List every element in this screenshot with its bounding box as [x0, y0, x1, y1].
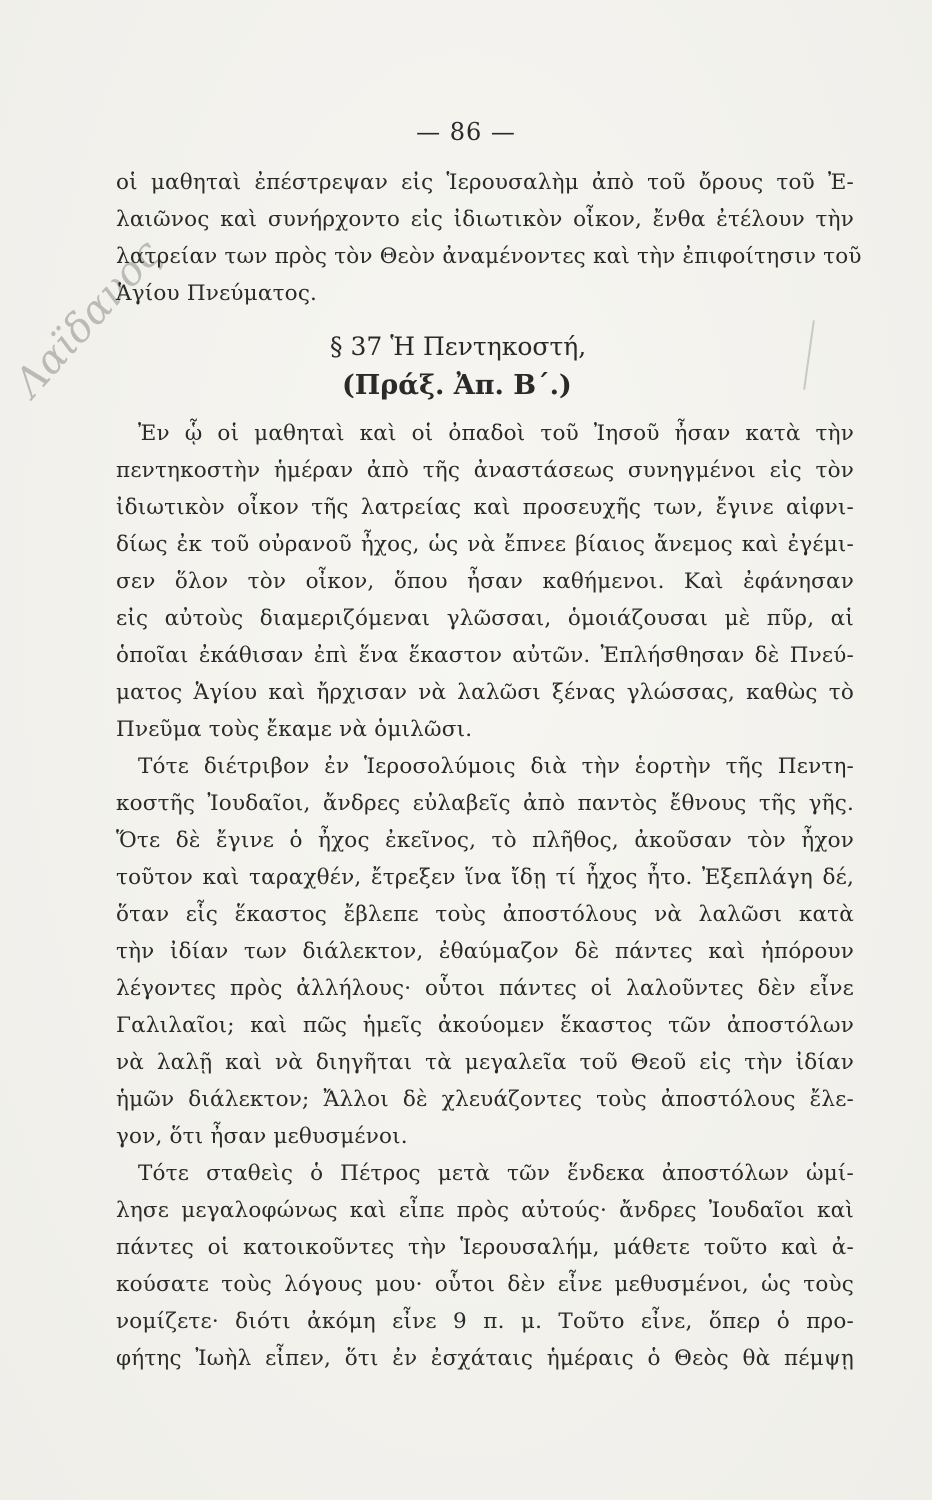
text-line: Ἐν ᾧ οἱ μαθηταὶ καὶ οἱ ὀπαδοὶ τοῦ Ἰησοῦ ἦσαν κατὰ τὴν	[138, 421, 854, 446]
text-line: ὁποῖαι ἐκάθισαν ἐπὶ ἕνα ἕκαστον αὐτῶν. Ἐπλήσθησαν δὲ Πνεύ-	[116, 643, 854, 668]
text-line: ἰδιωτικὸν οἶκον τῆς λατρείας καὶ προσευχῆς των, ἔγινε αἰφνι-	[116, 495, 854, 520]
text-line: λησε μεγαλοφώνως καὶ εἶπε πρὸς αὐτούς· ἄνδρες Ἰουδαῖοι καὶ	[116, 1198, 854, 1223]
text-line: εἰς αὐτοὺς διαμεριζόμεναι γλῶσσαι, ὁμοιάζουσαι μὲ πῦρ, αἱ	[116, 606, 854, 631]
section-subheading: (Πράξ. Ἀπ. Β΄.)	[342, 370, 572, 401]
text-line: σεν ὅλον τὸν οἶκον, ὅπου ἦσαν καθήμενοι. Καὶ ἐφάνησαν	[116, 569, 854, 594]
text-line: νὰ λαλῇ καὶ νὰ διηγῆται τὰ μεγαλεῖα τοῦ Θεοῦ εἰς τὴν ἰδίαν	[116, 1050, 854, 1075]
text-line: ματος Ἁγίου καὶ ἤρχισαν νὰ λαλῶσι ξένας γλώσσας, καθὼς τὸ	[116, 680, 854, 705]
text-line: νομίζετε· διότι ἀκόμη εἶνε 9 π. μ. Τοῦτο εἶνε, ὅπερ ὁ προ-	[116, 1309, 854, 1334]
text-line: τοῦτον καὶ ταραχθέν, ἔτρεξεν ἵνα ἴδῃ τί ἦχος ἦτο. Ἐξεπλάγη δέ,	[116, 865, 854, 890]
text-line: πεντηκοστὴν ἡμέραν ἀπὸ τῆς ἀναστάσεως συνηγμένοι εἰς τὸν	[116, 458, 854, 483]
text-line: Γαλιλαῖοι; καὶ πῶς ἡμεῖς ἀκούομεν ἕκαστος τῶν ἀποστόλων	[116, 1013, 854, 1038]
section-heading: § 37 Ἡ Πεντηκοστή,	[330, 332, 587, 361]
text-line: Ὅτε δὲ ἔγινε ὁ ἦχος ἐκεῖνος, τὸ πλῆθος, ἀκοῦσαν τὸν ἦχον	[116, 828, 854, 853]
text-line: ὅταν εἷς ἕκαστος ἔβλεπε τοὺς ἀποστόλους νὰ λαλῶσι κατὰ	[116, 902, 854, 927]
page-number: — 86 —	[416, 118, 516, 146]
text-line: γον, ὅτι ἦσαν μεθυσμένοι.	[116, 1124, 408, 1149]
text-line: λατρείαν των πρὸς τὸν Θεὸν ἀναμένοντες καὶ τὴν ἐπιφοίτησιν τοῦ	[116, 244, 862, 269]
text-line: Ἁγίου Πνεύματος.	[116, 281, 318, 306]
text-line: δίως ἐκ τοῦ οὐρανοῦ ἦχος, ὡς νὰ ἔπνεε βίαιος ἄνεμος καὶ ἐγέμι-	[116, 532, 854, 557]
text-line: λαιῶνος καὶ συνήρχοντο εἰς ἰδιωτικὸν οἶκον, ἔνθα ἐτέλουν τὴν	[116, 207, 854, 232]
pencil-margin-note: Λαϊδανος	[6, 231, 170, 406]
text-line: Πνεῦμα τοὺς ἔκαμε νὰ ὁμιλῶσι.	[116, 717, 473, 742]
text-line: κούσατε τοὺς λόγους μου· οὗτοι δὲν εἶνε μεθυσμένοι, ὡς τοὺς	[116, 1272, 854, 1297]
pencil-mark	[803, 320, 815, 390]
text-line: Τότε σταθεὶς ὁ Πέτρος μετὰ τῶν ἕνδεκα ἀποστόλων ὡμί-	[138, 1161, 854, 1186]
text-line: φήτης Ἰωὴλ εἶπεν, ὅτι ἐν ἐσχάταις ἡμέραις ὁ Θεὸς θὰ πέμψῃ	[116, 1346, 854, 1371]
text-line: τὴν ἰδίαν των διάλεκτον, ἐθαύμαζον δὲ πάντες καὶ ἠπόρουν	[116, 939, 854, 964]
text-line: κοστῆς Ἰουδαῖοι, ἄνδρες εὐλαβεῖς ἀπὸ παντὸς ἔθνους τῆς γῆς.	[116, 791, 854, 816]
text-line: πάντες οἱ κατοικοῦντες τὴν Ἱερουσαλήμ, μάθετε τοῦτο καὶ ἀ-	[116, 1235, 854, 1260]
text-line: ἡμῶν διάλεκτον; Ἄλλοι δὲ χλευάζοντες τοὺς ἀποστόλους ἔλε-	[116, 1087, 854, 1112]
text-line: οἱ μαθηταὶ ἐπέστρεψαν εἰς Ἱερουσαλὴμ ἀπὸ τοῦ ὄρους τοῦ Ἐ-	[116, 170, 854, 195]
text-line: λέγοντες πρὸς ἀλλήλους· οὗτοι πάντες οἱ λαλοῦντες δὲν εἶνε	[116, 976, 854, 1001]
text-line: Τότε διέτριβον ἐν Ἱεροσολύμοις διὰ τὴν ἑορτὴν τῆς Πεντη-	[138, 754, 854, 779]
